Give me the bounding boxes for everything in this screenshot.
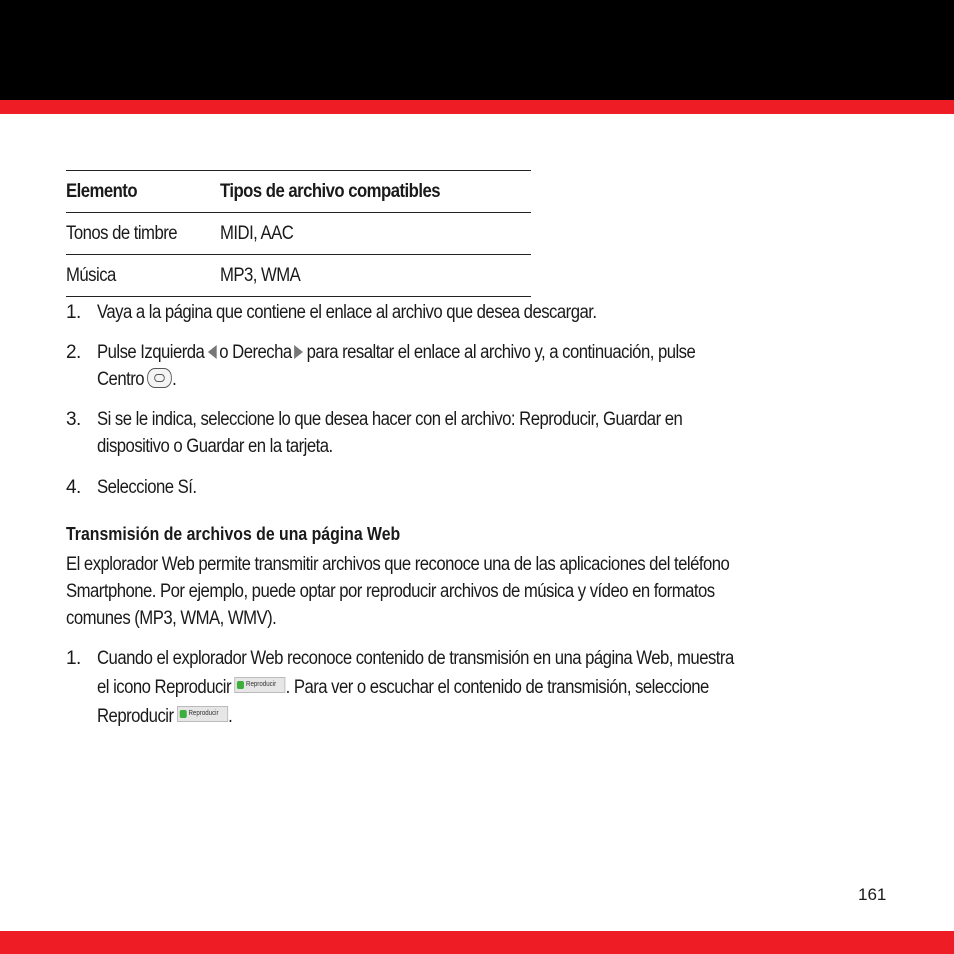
step-text: Cuando el explorador Web reconoce contenido de transmisión en una página Web, muestra el icono Reproducir Reproducir . Para ver o escuchar el contenido de transmisión, seleccione Reproducir Reproducir .: [97, 648, 734, 727]
table-header-cell: Elemento: [66, 180, 138, 202]
play-button-icon: Reproducir: [235, 677, 286, 693]
step-number: 3.: [66, 409, 81, 430]
step-number: 1.: [66, 302, 81, 323]
page-number: 161: [858, 885, 887, 904]
table-header-cell: Tipos de archivo compatibles: [220, 180, 440, 202]
step-text: Pulse Izquierda o Derecha para resaltar el enlace al archivo y, a continuación, pulse Centro .: [97, 342, 696, 390]
center-key-icon: [148, 368, 173, 388]
step-text: Si se le indica, seleccione lo que desea hacer con el archivo: Reproducir, Guardar en dispositivo o Guardar en la tarjeta.: [97, 409, 683, 457]
table-row: [66, 255, 531, 297]
right-arrow-icon: [294, 345, 303, 359]
play-button-icon: Reproducir: [177, 706, 228, 722]
footer-red-stripe: [0, 931, 954, 954]
table-cell: Tonos de timbre: [66, 222, 178, 244]
step-number: 2.: [66, 342, 81, 363]
header-red-stripe: [0, 100, 954, 114]
table-cell: Música: [66, 264, 116, 286]
section-heading: Transmisión de archivos de una página Web: [66, 524, 401, 544]
step-number: 1.: [66, 648, 81, 669]
left-arrow-icon: [208, 345, 217, 359]
step-text: Vaya a la página que contiene el enlace al archivo que desea descargar.: [97, 302, 597, 323]
section-paragraph: El explorador Web permite transmitir archivos que reconoce una de las aplicaciones del teléfono Smartphone. Por ejemplo, puede optar por reproducir archivos de música y vídeo en formatos comunes (MP3, WMA, WMV).: [66, 554, 730, 629]
table-cell: MP3, WMA: [220, 264, 301, 286]
step-text: Seleccione Sí.: [97, 477, 197, 498]
step-number: 4.: [66, 477, 81, 498]
table-cell: MIDI, AAC: [220, 222, 294, 244]
table-row: [66, 213, 531, 255]
table-header-row: [66, 171, 531, 213]
file-types-table: [66, 170, 531, 297]
header-black-band: [0, 0, 954, 100]
